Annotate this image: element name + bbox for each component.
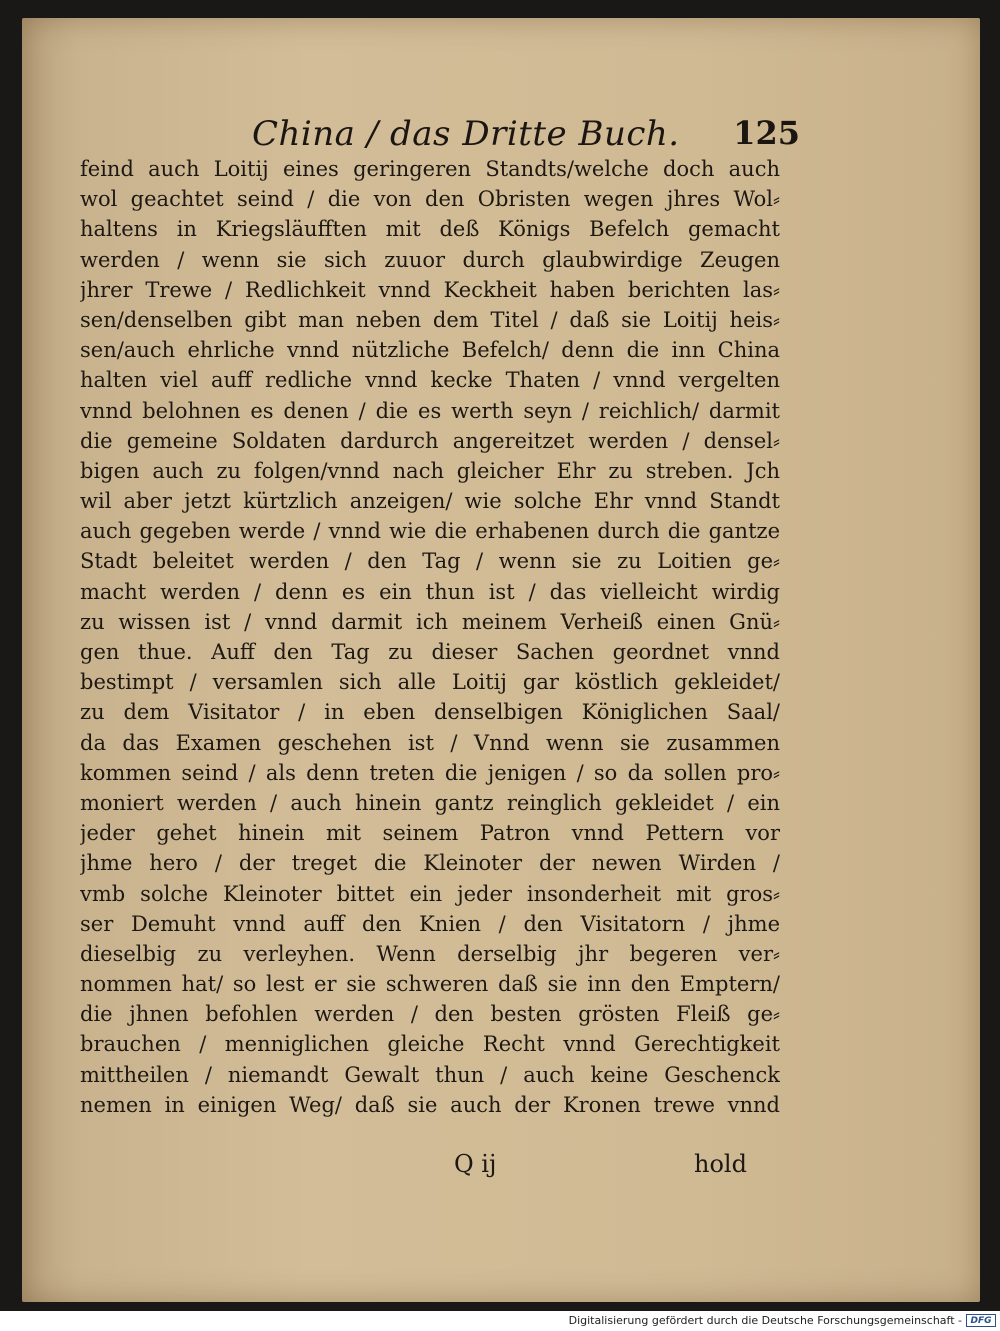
text-line: werden / wenn sie sich zuuor durch glaubwirdige Zeugen (80, 247, 780, 272)
text-line: mittheilen / niemandt Gewalt thun / auch keine Geschenck (80, 1062, 780, 1087)
text-line: die gemeine Soldaten dardurch angereitzet werden / densel⸗ (80, 428, 780, 453)
text-line: nommen hat/ so lest er sie schweren daß sie inn den Emptern/ (80, 972, 780, 997)
text-line: jhme hero / der treget die Kleinoter der newen Wirden / (80, 851, 780, 876)
page-number: 125 (733, 114, 800, 152)
catchword: hold (694, 1150, 747, 1178)
text-line: halten viel auff redliche vnnd kecke Thaten / vnnd vergelten (80, 368, 780, 393)
credit-bar (0, 1311, 1000, 1331)
text-line: jeder gehet hinein mit seinem Patron vnnd Pettern vor (80, 821, 780, 846)
text-line: wil aber jetzt kürtzlich anzeigen/ wie solche Ehr vnnd Standt (80, 489, 780, 514)
text-line: Stadt beleitet werden / den Tag / wenn sie zu Loitien ge⸗ (80, 549, 780, 574)
text-line: bestimpt / versamlen sich alle Loitij gar köstlich gekleidet/ (80, 670, 780, 695)
text-line: ser Demuht vnnd auff den Knien / den Visitatorn / jhme (80, 911, 780, 936)
page-footer (22, 1150, 980, 1186)
text-line: wol geachtet seind / die von den Obristen wegen jhres Wol⸗ (80, 187, 780, 212)
text-line: haltens in Kriegsläufften mit deß Königs Befelch gemacht (80, 217, 780, 242)
text-line: auch gegeben werde / vnnd wie die erhabenen durch die gantze (80, 519, 780, 544)
running-title: China / das Dritte Buch. (252, 114, 680, 154)
text-line: zu dem Visitator / in eben denselbigen Königlichen Saal/ (80, 700, 780, 725)
text-line: moniert werden / auch hinein gantz reinglich gekleidet / ein (80, 790, 780, 815)
text-line: macht werden / denn es ein thun ist / das vielleicht wirdig (80, 579, 780, 604)
text-line: feind auch Loitij eines geringeren Standts/welche doch auch (80, 157, 780, 181)
text-line: die jhnen befohlen werden / den besten grösten Fleiß ge⸗ (80, 1002, 780, 1027)
text-line: gen thue. Auff den Tag zu dieser Sachen geordnet vnnd (80, 640, 780, 664)
signature-mark: Q ij (454, 1150, 497, 1178)
text-line: jhrer Trewe / Redlichkeit vnnd Keckheit haben berichten las⸗ (80, 277, 780, 302)
text-line: bigen auch zu folgen/vnnd nach gleicher Ehr zu streben. Jch (80, 458, 780, 483)
text-line: dieselbig zu verleyhen. Wenn derselbig jhr begeren ver⸗ (80, 941, 780, 966)
book-page (22, 18, 980, 1302)
text-line: vmb solche Kleinoter bittet ein jeder insonderheit mit gros⸗ (80, 881, 780, 906)
text-line: brauchen / menniglichen gleiche Recht vnnd Gerechtigkeit (80, 1032, 780, 1057)
text-line: vnnd belohnen es denen / die es werth seyn / reichlich/ darmit (80, 398, 780, 423)
text-line: sen/denselben gibt man neben dem Titel / daß sie Loitij heis⸗ (80, 307, 780, 332)
text-line: kommen seind / als denn treten die jenigen / so da sollen pro⸗ (80, 760, 780, 785)
dfg-logo-icon: DFG (966, 1314, 996, 1327)
text-line: zu wissen ist / vnnd darmit ich meinem Verheiß einen Gnü⸗ (80, 609, 780, 634)
text-line: da das Examen geschehen ist / Vnnd wenn sie zusammen (80, 730, 780, 755)
text-line: sen/auch ehrliche vnnd nützliche Befelch/ denn die inn China (80, 338, 780, 363)
text-line: nemen in einigen Weg/ daß sie auch der Kronen trewe vnnd (80, 1092, 780, 1117)
body-text (80, 154, 780, 1120)
funding-credit: Digitalisierung gefördert durch die Deutsche Forschungsgemeinschaft - (568, 1314, 962, 1327)
